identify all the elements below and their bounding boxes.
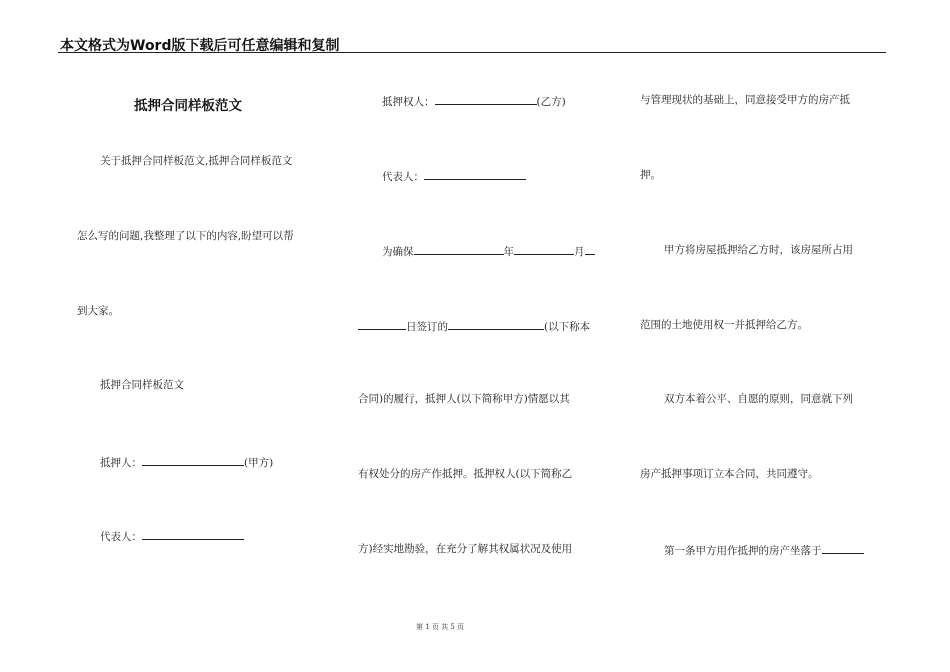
col3-line-3: 甲方将房屋抵押给乙方时，该房屋所占用 (664, 244, 853, 256)
representative-blank (142, 528, 244, 540)
representative-line-1 (100, 528, 244, 544)
col3-line-2: 押。 (640, 169, 661, 181)
mortgagor-party: (甲方) (244, 457, 274, 469)
signed-line (358, 318, 590, 334)
year-blank (414, 243, 504, 255)
mortgagee-blank (435, 93, 537, 105)
header-divider (58, 52, 886, 53)
mortgagee-party: (乙方) (536, 96, 566, 108)
page-footer: 第 1 页 共 5 页 (415, 623, 465, 631)
ensure-prefix: 为确保 (382, 246, 414, 258)
intro-line-1: 关于抵押合同样板范文,抵押合同样板范文 (100, 155, 293, 167)
mortgagor-blank (142, 454, 244, 466)
ensure-line (382, 243, 595, 259)
year-label: 年 (503, 246, 514, 258)
contract-subtitle: 抵押合同样板范文 (100, 379, 184, 391)
mortgagee-label: 抵押权人： (382, 96, 435, 108)
intro-line-3: 到大家。 (77, 305, 119, 317)
hereafter-contract: (以下称本 (544, 321, 591, 333)
col3-line-6: 房产抵押事项订立本合同，共同遵守。 (640, 468, 819, 480)
intro-line-2: 怎么写的问题,我整理了以下的内容,盼望可以帮 (77, 230, 294, 242)
contract-line: 合同)的履行，抵押人(以下简称甲方)情愿以其 (358, 393, 570, 405)
mortgagor-line (100, 454, 273, 470)
month-label: 月 (574, 246, 585, 258)
article-one-text: 第一条甲方用作抵押的房产坐落于 (664, 545, 822, 557)
contract-name-blank (448, 318, 544, 330)
document-title: 抵押合同样板范文 (134, 98, 242, 114)
col3-line-1: 与管理现状的基础上，同意接受甲方的房产抵 (640, 94, 850, 106)
col3-line-5: 双方本着公平、自愿的原则，同意就下列 (664, 393, 853, 405)
col3-line-4: 范围的土地使用权一并抵押给乙方。 (640, 319, 808, 331)
inspection-line: 方)经实地勘验，在充分了解其权属状况及使用 (358, 543, 573, 555)
representative-blank (424, 168, 526, 180)
day-blank-cont (358, 318, 406, 330)
article-one-line (664, 542, 864, 558)
representative-line-2 (382, 168, 526, 184)
day-blank (585, 243, 595, 255)
representative-label: 代表人： (100, 531, 142, 543)
location-blank (822, 542, 864, 554)
mortgagee-line (382, 93, 566, 109)
day-signed-label: 日签订的 (406, 321, 448, 333)
mortgagor-label: 抵押人： (100, 457, 142, 469)
header-title: 本文格式为Word版下载后可任意编辑和复制 (60, 38, 340, 54)
month-blank (514, 243, 574, 255)
representative-label: 代表人： (382, 171, 424, 183)
property-line: 有权处分的房产作抵押。抵押权人(以下简称乙 (358, 468, 573, 480)
